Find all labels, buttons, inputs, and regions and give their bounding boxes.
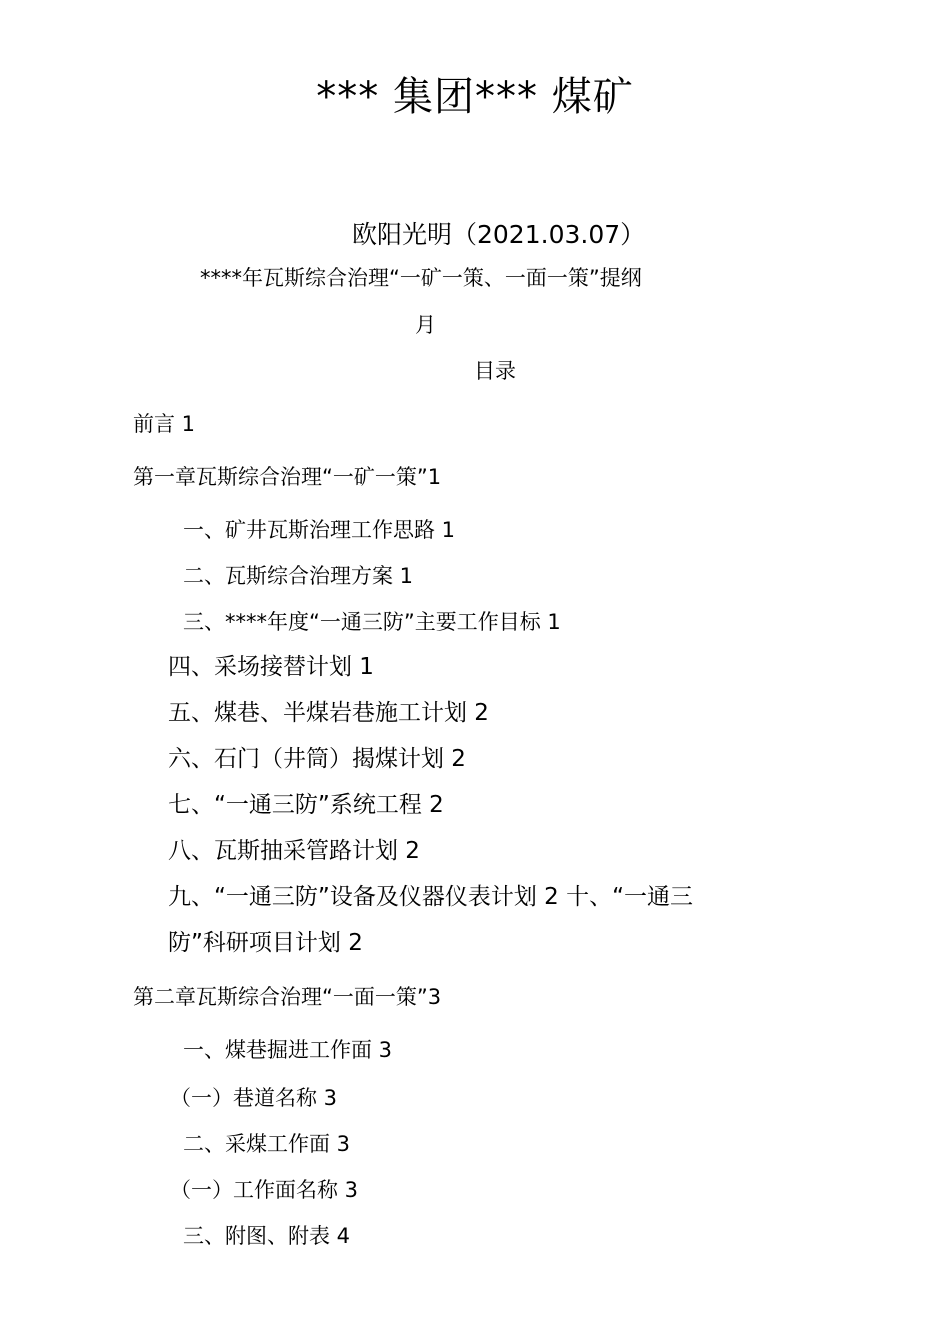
toc-entry-1-7: 七、“一通三防”系统工程 2 xyxy=(168,792,444,818)
month-label: 月 xyxy=(415,313,436,337)
toc-entry-1-4: 四、采场接替计划 1 xyxy=(168,654,374,680)
toc-entry-2-2: 二、采煤工作面 3 xyxy=(183,1132,351,1156)
toc-entry-2-2-1: （一）工作面名称 3 xyxy=(170,1178,359,1202)
toc-entry-1-6: 六、石门（井筒）揭煤计划 2 xyxy=(168,746,466,772)
toc-entry-1-5: 五、煤巷、半煤岩巷施工计划 2 xyxy=(168,700,489,726)
toc-entry-1-8: 八、瓦斯抽采管路计划 2 xyxy=(168,838,420,864)
toc-entry-chapter-1: 第一章瓦斯综合治理“一矿一策”1 xyxy=(133,465,442,489)
toc-entry-chapter-2: 第二章瓦斯综合治理“一面一策”3 xyxy=(133,985,442,1009)
toc-entry-1-9: 九、“一通三防”设备及仪器仪表计划 2 十、“一通三 xyxy=(168,884,694,910)
document-title: *** 集团*** 煤矿 xyxy=(316,74,634,120)
toc-entry-1-2: 二、瓦斯综合治理方案 1 xyxy=(183,564,414,588)
author-date-line: 欧阳光明（2021.03.07） xyxy=(352,220,646,249)
toc-entry-1-10-continued: 防”科研项目计划 2 xyxy=(168,930,363,956)
toc-entry-1-3: 三、****年度“一通三防”主要工作目标 1 xyxy=(183,610,561,634)
toc-heading: 目录 xyxy=(474,359,516,383)
document-subtitle: ****年瓦斯综合治理“一矿一策、一面一策”提纲 xyxy=(200,266,642,290)
toc-entry-preface: 前言 1 xyxy=(133,412,196,436)
toc-entry-2-3: 三、附图、附表 4 xyxy=(183,1224,351,1248)
toc-entry-2-1: 一、煤巷掘进工作面 3 xyxy=(183,1038,393,1062)
toc-entry-2-1-1: （一）巷道名称 3 xyxy=(170,1086,338,1110)
toc-entry-1-1: 一、矿井瓦斯治理工作思路 1 xyxy=(183,518,456,542)
